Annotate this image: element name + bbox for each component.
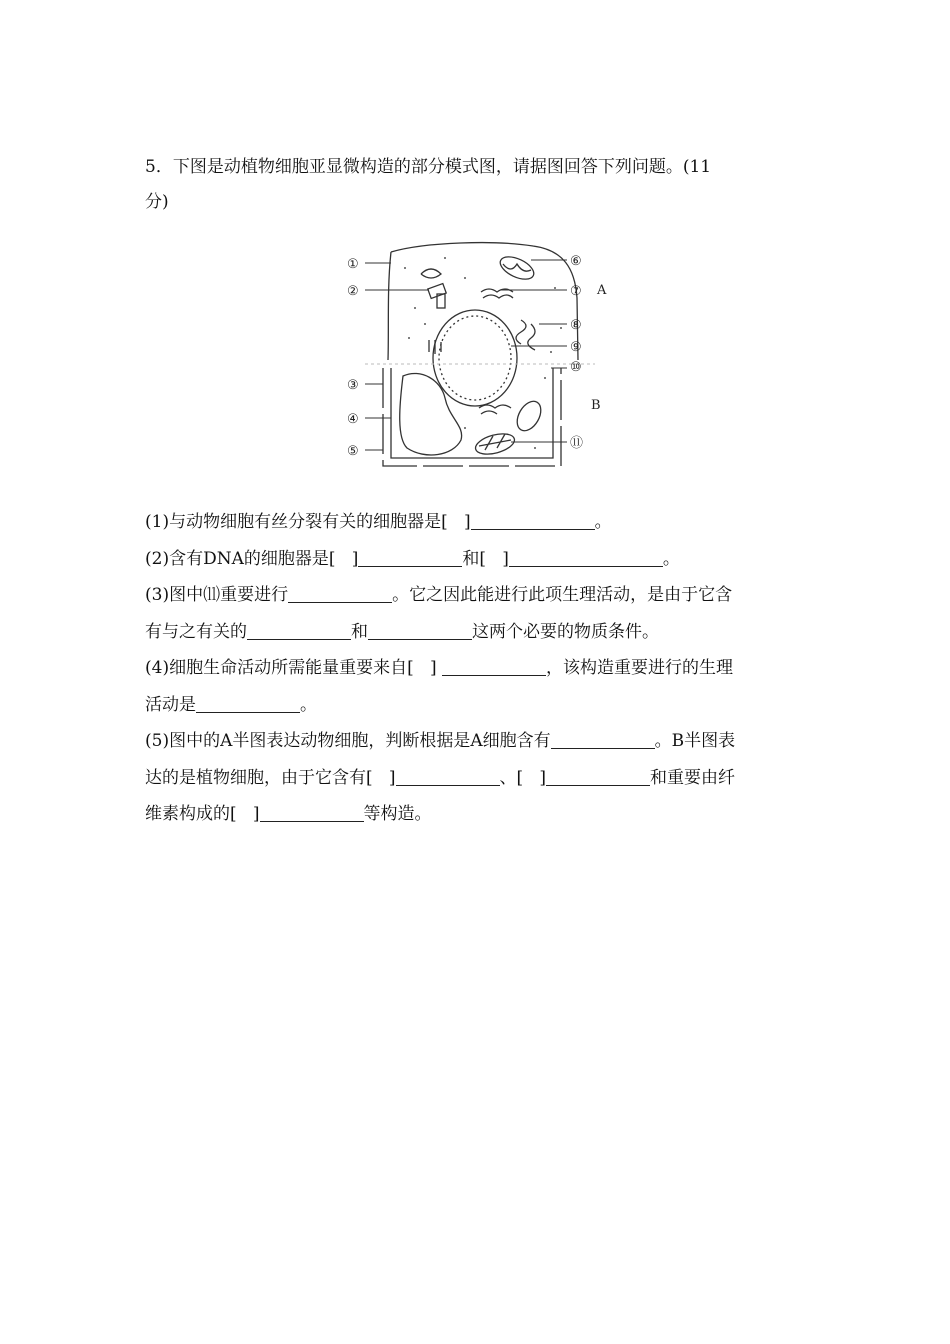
chloroplast	[473, 430, 516, 458]
label-11: ⑪	[570, 436, 584, 451]
answer-blank-3c[interactable]	[368, 621, 472, 640]
vacuole	[400, 373, 462, 455]
question-3: (3)图中⑾重要进行 。它之因此能进行此项生理活动，是由于它含	[145, 585, 733, 605]
question-5-cont: 达的是植物细胞，由于它含有[ ] 、[ ] 和重要由纤	[145, 767, 735, 788]
question-2: (2)含有DNA的细胞器是[ ] 和[ ] 。	[145, 548, 680, 569]
answer-blank-5b[interactable]	[396, 767, 500, 786]
mitochondrion-b	[512, 397, 545, 435]
sub-questions	[145, 504, 813, 833]
label-4: ④	[347, 412, 359, 427]
half-a-label: A	[597, 283, 607, 298]
answer-blank-5a[interactable]	[551, 730, 655, 749]
golgi-b	[479, 405, 511, 414]
stem-line-1: 5．下图是动植物细胞亚显微构造的部分模式图，请据图回答下列问题。(11	[145, 157, 712, 177]
label-10: ⑩	[570, 360, 582, 375]
label-6: ⑥	[570, 254, 582, 269]
stem-line-2: 分)	[145, 192, 169, 212]
answer-blank-2a[interactable]	[358, 548, 462, 567]
question-4: (4)细胞生命活动所需能量重要来自[ ] ，该构造重要进行的生理	[145, 658, 733, 678]
mitochondrion-a	[497, 252, 537, 284]
label-7: ⑦	[570, 284, 582, 299]
label-8: ⑧	[570, 318, 582, 333]
answer-blank-3a[interactable]	[288, 584, 392, 603]
label-5: ⑤	[347, 444, 359, 459]
label-1: ①	[347, 257, 359, 272]
half-b-label: B	[591, 398, 601, 413]
answer-blank-5c[interactable]	[546, 767, 650, 786]
label-9: ⑨	[570, 340, 582, 355]
answer-blank-3b[interactable]	[247, 621, 351, 640]
nucleus	[433, 310, 517, 406]
question-4-cont: 活动是 。	[145, 694, 317, 715]
question-stem	[145, 150, 805, 220]
answer-blank-5d[interactable]	[260, 803, 364, 822]
answer-blank-4b[interactable]	[196, 694, 300, 713]
answer-blank-1[interactable]	[471, 511, 595, 530]
question-5-cont-2: 维素构成的[ ] 等构造。	[145, 804, 432, 824]
label-2: ②	[347, 284, 359, 299]
cell-wall-b	[383, 368, 561, 466]
question-5: (5)图中的A半图表达动物细胞，判断根据是A细胞含有 。B半图表	[145, 731, 736, 751]
question-3-cont: 有与之有关的 和 这两个必要的物质条件。	[145, 621, 659, 642]
answer-blank-4a[interactable]	[442, 657, 546, 676]
label-3: ③	[347, 378, 359, 393]
cell-diagram	[325, 228, 625, 478]
question-1: (1)与动物细胞有丝分裂有关的细胞器是[ ] 。	[145, 512, 612, 532]
answer-blank-2b[interactable]	[509, 548, 663, 567]
